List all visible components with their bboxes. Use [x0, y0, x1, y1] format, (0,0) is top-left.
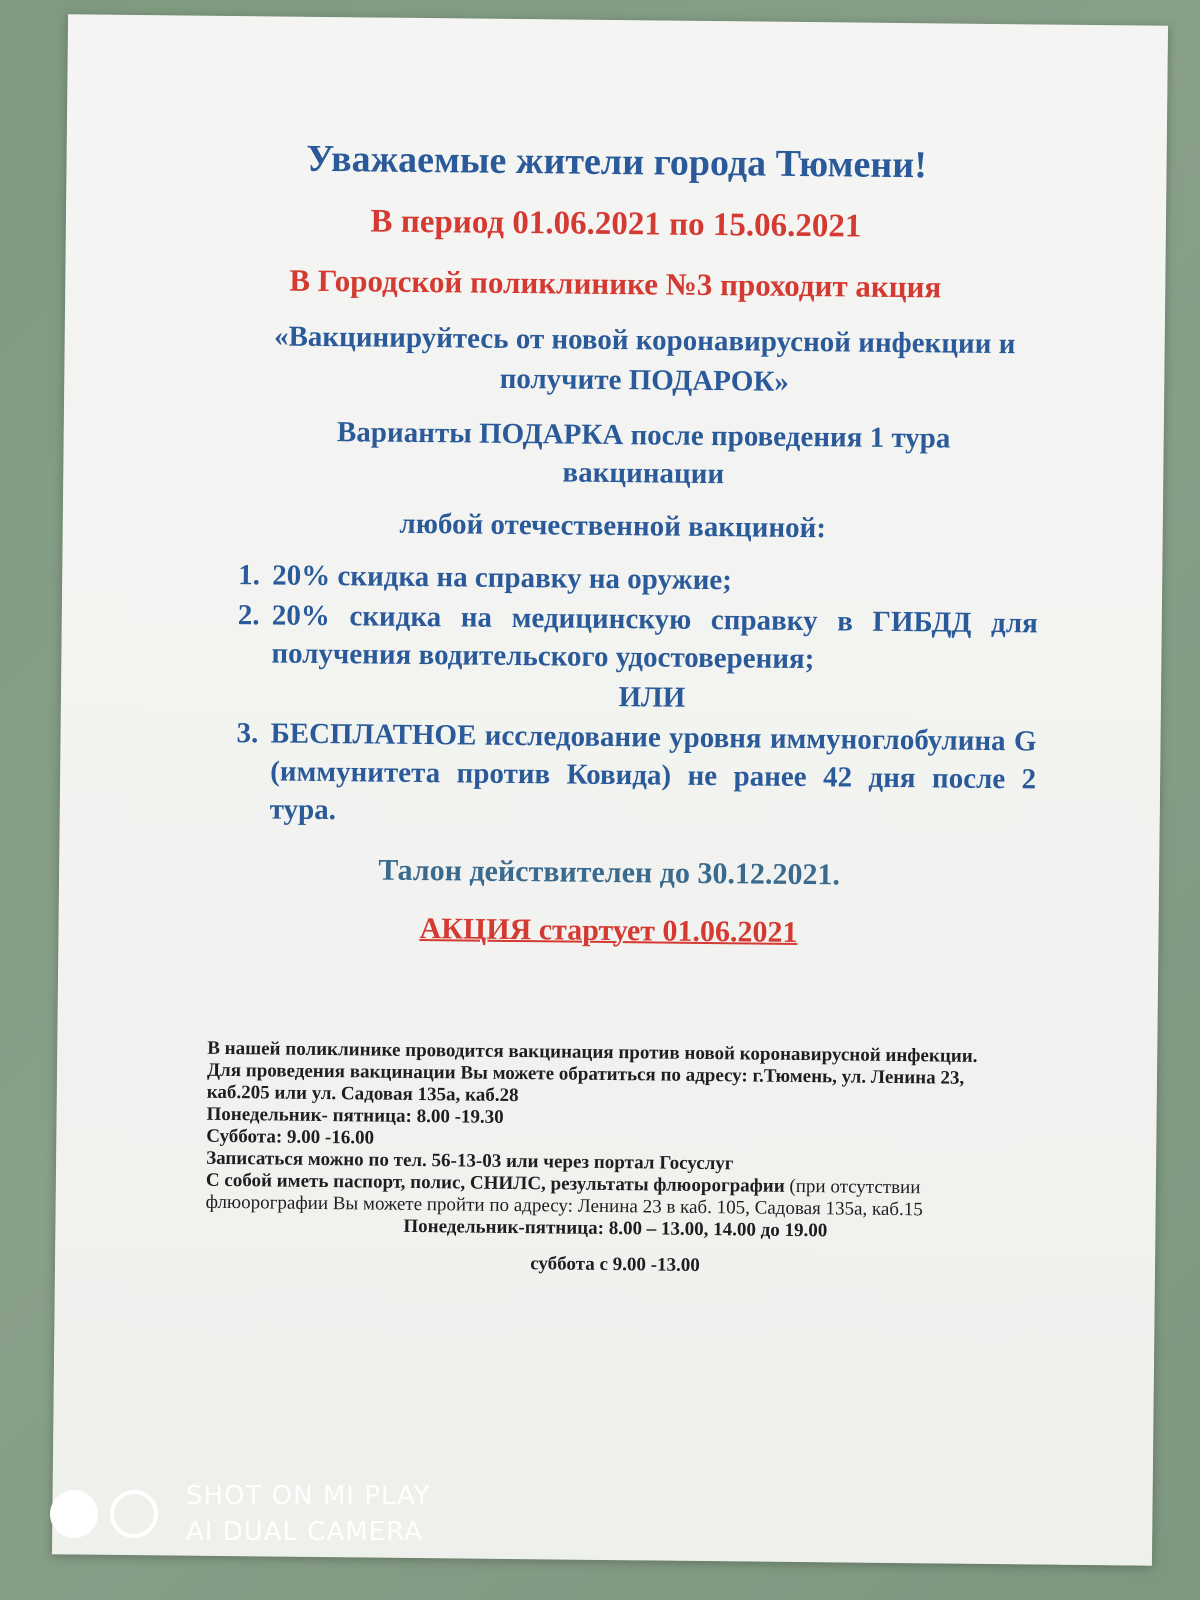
promo-period: В период 01.06.2021 по 15.06.2021	[370, 203, 862, 245]
watermark-line: SHOT ON MI PLAY	[186, 1481, 431, 1511]
info-signup: Записаться можно по тел. 56-13-03 или через портал Госуслуг	[206, 1147, 734, 1175]
promo-start	[58, 908, 1158, 954]
gift-list	[236, 556, 1039, 838]
vaccination-info	[205, 1038, 1027, 1281]
gift-item	[237, 596, 1038, 680]
watermark-line: AI DUAL CAMERA	[186, 1517, 423, 1547]
gift-item	[236, 714, 1037, 836]
any-vaccine-note: любой отечественной вакциной:	[399, 507, 827, 545]
gift-item	[238, 556, 1038, 602]
gift-text: БЕСПЛАТНОЕ исследование уровня иммуноглобулина G (иммунитета против Ковида) не ранее 42 дня после 2 тура.	[269, 717, 1037, 827]
fluoro-saturday-hours: суббота с 9.00 -13.00	[530, 1253, 700, 1276]
gift-number: 3.	[236, 717, 259, 750]
camera-watermark	[50, 1478, 431, 1550]
info-saturday-hours: Суббота: 9.00 -16.00	[206, 1125, 375, 1149]
promo-slogan: «Вакцинируйтесь от новой коронавирусной инфекции и получите ПОДАРОК»	[273, 320, 1016, 398]
coupon-validity: Талон действителен до 30.12.2021.	[378, 853, 841, 892]
info-address: Для проведения вакцинации Вы можете обратиться по адресу: г.Тюмень, ул. Ленина 23, каб.205 или ул. Садовая 135а, каб.28	[206, 1059, 965, 1107]
gift-number: 2.	[237, 599, 260, 632]
gift-text: 20% скидка на медицинскую справку в ГИБДД для получения водительского удостоверения;	[271, 599, 1038, 676]
watermark-dot-icon	[50, 1490, 98, 1538]
info-documents	[206, 1170, 1026, 1223]
info-line: В нашей поликлинике проводится вакцинация против новой коронавирусной инфекции.	[207, 1037, 978, 1067]
gift-variants-heading: Варианты ПОДАРКА после проведения 1 тура вакцинации	[336, 416, 951, 491]
info-documents-bold: С собой иметь паспорт, полис, СНИЛС, результаты флюорографии	[205, 1169, 785, 1197]
info-weekday-hours: Понедельник- пятница: 8.00 -19.30	[206, 1103, 504, 1128]
fluoro-weekday-hours: Понедельник-пятница: 8.00 – 13.00, 14.00 до 19.00	[403, 1215, 828, 1242]
gift-number: 1.	[238, 559, 261, 592]
watermark-ring-icon	[110, 1490, 158, 1538]
or-separator: ИЛИ	[618, 681, 686, 714]
promo-start-rest: стартует 01.06.2021	[531, 913, 798, 949]
poster-sheet	[52, 14, 1168, 1565]
watermark-text	[186, 1478, 431, 1550]
poster-title: Уважаемые жители города Тюмени!	[306, 137, 928, 187]
gift-text: 20% скидка на справку на оружие;	[272, 559, 733, 597]
promo-start-label: АКЦИЯ	[419, 912, 532, 947]
info-documents-rest: (при отсутствии флюорографии Вы можете пройти по адресу: Ленина 23 в каб. 105, Садовая 135а, каб.15	[205, 1175, 923, 1221]
clinic-promo-heading: В Городской поликлинике №3 проходит акция	[289, 262, 942, 305]
